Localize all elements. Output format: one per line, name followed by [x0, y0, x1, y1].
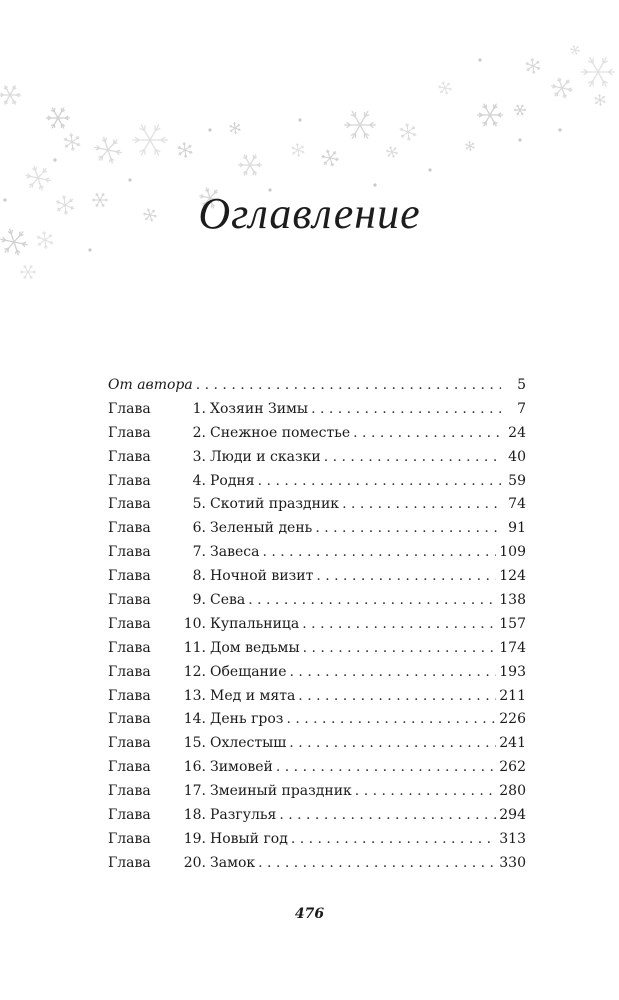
snow-dot [373, 183, 376, 186]
chapter-prefix: Глава [108, 807, 151, 824]
toc-entry [108, 398, 526, 422]
chapter-page-number: 138 [499, 592, 526, 609]
chapter-page-number: 193 [499, 663, 526, 680]
chapter-title: Замок [210, 854, 256, 871]
snow-dot [518, 138, 521, 141]
snowflake-icon [570, 45, 580, 54]
chapter-prefix: Глава [108, 496, 151, 513]
leader-dots [196, 374, 501, 398]
snowflake-icon [400, 123, 417, 141]
chapter-number: 16. [183, 759, 206, 776]
snowflake-icon [595, 94, 606, 106]
chapter-title: Новый год [210, 830, 288, 847]
chapter-page-number: 109 [499, 544, 526, 561]
leader-dots [289, 732, 496, 756]
chapter-page-number: 124 [499, 568, 526, 585]
toc-entry [108, 732, 526, 756]
snowflake-icon [438, 81, 452, 94]
snowflake-icon [25, 166, 50, 191]
snowflake-icon [94, 137, 121, 164]
chapter-number: 8. [192, 568, 206, 585]
leader-dots [248, 589, 496, 613]
leader-dots [279, 804, 496, 828]
leader-dots [302, 613, 496, 637]
chapter-page-number: 91 [508, 520, 526, 537]
toc-entry [108, 565, 526, 589]
snow-dot [428, 168, 431, 171]
leader-dots [316, 565, 496, 589]
chapter-title: Скотий праздник [210, 496, 340, 513]
toc-entry [108, 780, 526, 804]
leader-dots [276, 756, 496, 780]
toc-entry [108, 493, 526, 517]
snowflake-icon [321, 150, 339, 167]
chapter-title: Ночной визит [210, 568, 314, 585]
toc-entry [108, 446, 526, 470]
snow-dot [208, 128, 211, 131]
snow-dot [88, 248, 91, 251]
toc-entry [108, 756, 526, 780]
snowflake-icon [292, 143, 305, 157]
snowflake-icon [238, 155, 262, 176]
chapter-number: 15. [183, 735, 206, 752]
chapter-prefix: Глава [108, 663, 151, 680]
snow-dot [478, 58, 481, 61]
chapter-number: 12. [183, 663, 206, 680]
snowflake-icon [581, 57, 615, 86]
leader-dots [286, 708, 496, 732]
chapter-title: Змеиный праздник [210, 783, 352, 800]
chapter-page-number: 241 [499, 735, 526, 752]
chapter-title: Дом ведьмы [210, 639, 300, 656]
toc-entry [108, 589, 526, 613]
snowflake-icon [526, 58, 541, 74]
leader-dots [315, 517, 501, 541]
toc-entry [108, 470, 526, 494]
chapter-title: Разгулья [210, 807, 277, 824]
leader-dots [258, 470, 501, 494]
chapter-page-number: 40 [508, 448, 526, 465]
chapter-prefix: Глава [108, 854, 151, 871]
toc-entry [108, 637, 526, 661]
snowflake-icon [46, 108, 70, 129]
chapter-prefix: Глава [108, 400, 151, 417]
snowflake-icon [344, 111, 376, 139]
chapter-number: 1. [192, 400, 206, 417]
snowflake-icon [132, 124, 168, 155]
snowflake-icon [551, 78, 573, 99]
chapter-page-number: 24 [508, 424, 526, 441]
snowflake-icon [64, 133, 81, 151]
chapter-title: Обещание [210, 663, 287, 680]
snowflake-icon [20, 265, 36, 279]
chapter-number: 10. [183, 615, 206, 632]
chapter-prefix: Глава [108, 448, 151, 465]
toc-entry [108, 708, 526, 732]
leader-dots [353, 422, 501, 446]
snowflake-icon [514, 105, 526, 115]
snowflake-icon [178, 142, 193, 158]
chapter-prefix: Глава [108, 544, 151, 561]
chapter-page-number: 157 [499, 615, 526, 632]
snowflake-decoration [0, 0, 619, 300]
chapter-title: Купальница [210, 615, 300, 632]
chapter-page-number: 294 [499, 807, 526, 824]
snow-dot [128, 178, 131, 181]
chapter-prefix: Глава [108, 735, 151, 752]
chapter-prefix: Глава [108, 592, 151, 609]
chapter-prefix: Глава [108, 520, 151, 537]
chapter-number: 18. [183, 807, 206, 824]
leader-dots [291, 828, 496, 852]
chapter-prefix: Глава [108, 759, 151, 776]
chapter-prefix: Глава [108, 687, 151, 704]
chapter-number: 17. [183, 783, 206, 800]
chapter-page-number: 226 [499, 711, 526, 728]
chapter-number: 7. [192, 544, 206, 561]
chapter-prefix: Глава [108, 568, 151, 585]
toc-entry [108, 804, 526, 828]
chapter-prefix: Глава [108, 783, 151, 800]
chapter-title: Охлестыш [210, 735, 287, 752]
leader-dots [298, 685, 496, 709]
chapter-page-number: 313 [499, 830, 526, 847]
chapter-page-number: 280 [499, 783, 526, 800]
chapter-title: Снежное поместье [210, 424, 351, 441]
chapter-page-number: 7 [517, 400, 526, 417]
chapter-title: Зимовей [210, 759, 273, 776]
table-of-contents [108, 374, 526, 876]
chapter-number: 5. [192, 496, 206, 513]
leader-dots [311, 398, 501, 422]
snowflake-icon [0, 86, 21, 105]
chapter-title: Хозяин Зимы [210, 400, 309, 417]
leader-dots [324, 446, 501, 470]
chapter-prefix: Глава [108, 711, 151, 728]
chapter-title: Зеленый день [210, 520, 313, 537]
chapter-page-number: 330 [499, 854, 526, 871]
chapter-title: Люди и сказки [210, 448, 321, 465]
toc-entry [108, 541, 526, 565]
chapter-prefix: Глава [108, 615, 151, 632]
toc-entry [108, 852, 526, 876]
chapter-title: Завеса [210, 544, 260, 561]
toc-entry [108, 613, 526, 637]
snow-dot [558, 128, 561, 131]
toc-entry [108, 661, 526, 685]
snowflake-icon [386, 146, 398, 157]
chapter-page-number: 211 [499, 687, 526, 704]
page-title: Оглавление [198, 189, 421, 238]
toc-entry [108, 374, 526, 398]
chapter-title: Сева [210, 592, 246, 609]
chapter-prefix: Глава [108, 830, 151, 847]
chapter-number: 6. [192, 520, 206, 537]
chapter-number: 13. [183, 687, 206, 704]
toc-entry [108, 517, 526, 541]
chapter-title: От автора [108, 377, 193, 393]
chapter-number: 2. [192, 424, 206, 441]
chapter-page-number: 5 [517, 377, 526, 393]
chapter-number: 14. [183, 711, 206, 728]
chapter-number: 11. [183, 639, 206, 656]
leader-dots [258, 852, 496, 876]
chapter-number: 19. [183, 830, 206, 847]
leader-dots [355, 780, 496, 804]
chapter-number: 9. [192, 592, 206, 609]
chapter-prefix: Глава [108, 424, 151, 441]
chapter-prefix: Глава [108, 639, 151, 656]
chapter-page-number: 59 [508, 472, 526, 489]
chapter-page-number: 74 [508, 496, 526, 513]
snowflake-icon [477, 104, 503, 127]
toc-entry [108, 422, 526, 446]
snow-dot [53, 158, 56, 161]
snowflake-icon [465, 141, 474, 151]
chapter-page-number: 174 [499, 639, 526, 656]
leader-dots [290, 661, 497, 685]
chapter-title: Родня [210, 472, 255, 489]
chapter-title: День гроз [210, 711, 284, 728]
chapter-page-number: 262 [499, 759, 526, 776]
snowflake-icon [230, 122, 241, 134]
leader-dots [262, 541, 496, 565]
leader-dots [303, 637, 497, 661]
page-number: 476 [294, 906, 325, 922]
chapter-number: 3. [192, 448, 206, 465]
chapter-number: 4. [192, 472, 206, 489]
toc-entry [108, 685, 526, 709]
toc-entry [108, 828, 526, 852]
snow-dot [298, 118, 301, 121]
leader-dots [342, 493, 501, 517]
chapter-prefix: Глава [108, 472, 151, 489]
chapter-number: 20. [183, 854, 206, 871]
chapter-title: Мед и мята [210, 687, 296, 704]
